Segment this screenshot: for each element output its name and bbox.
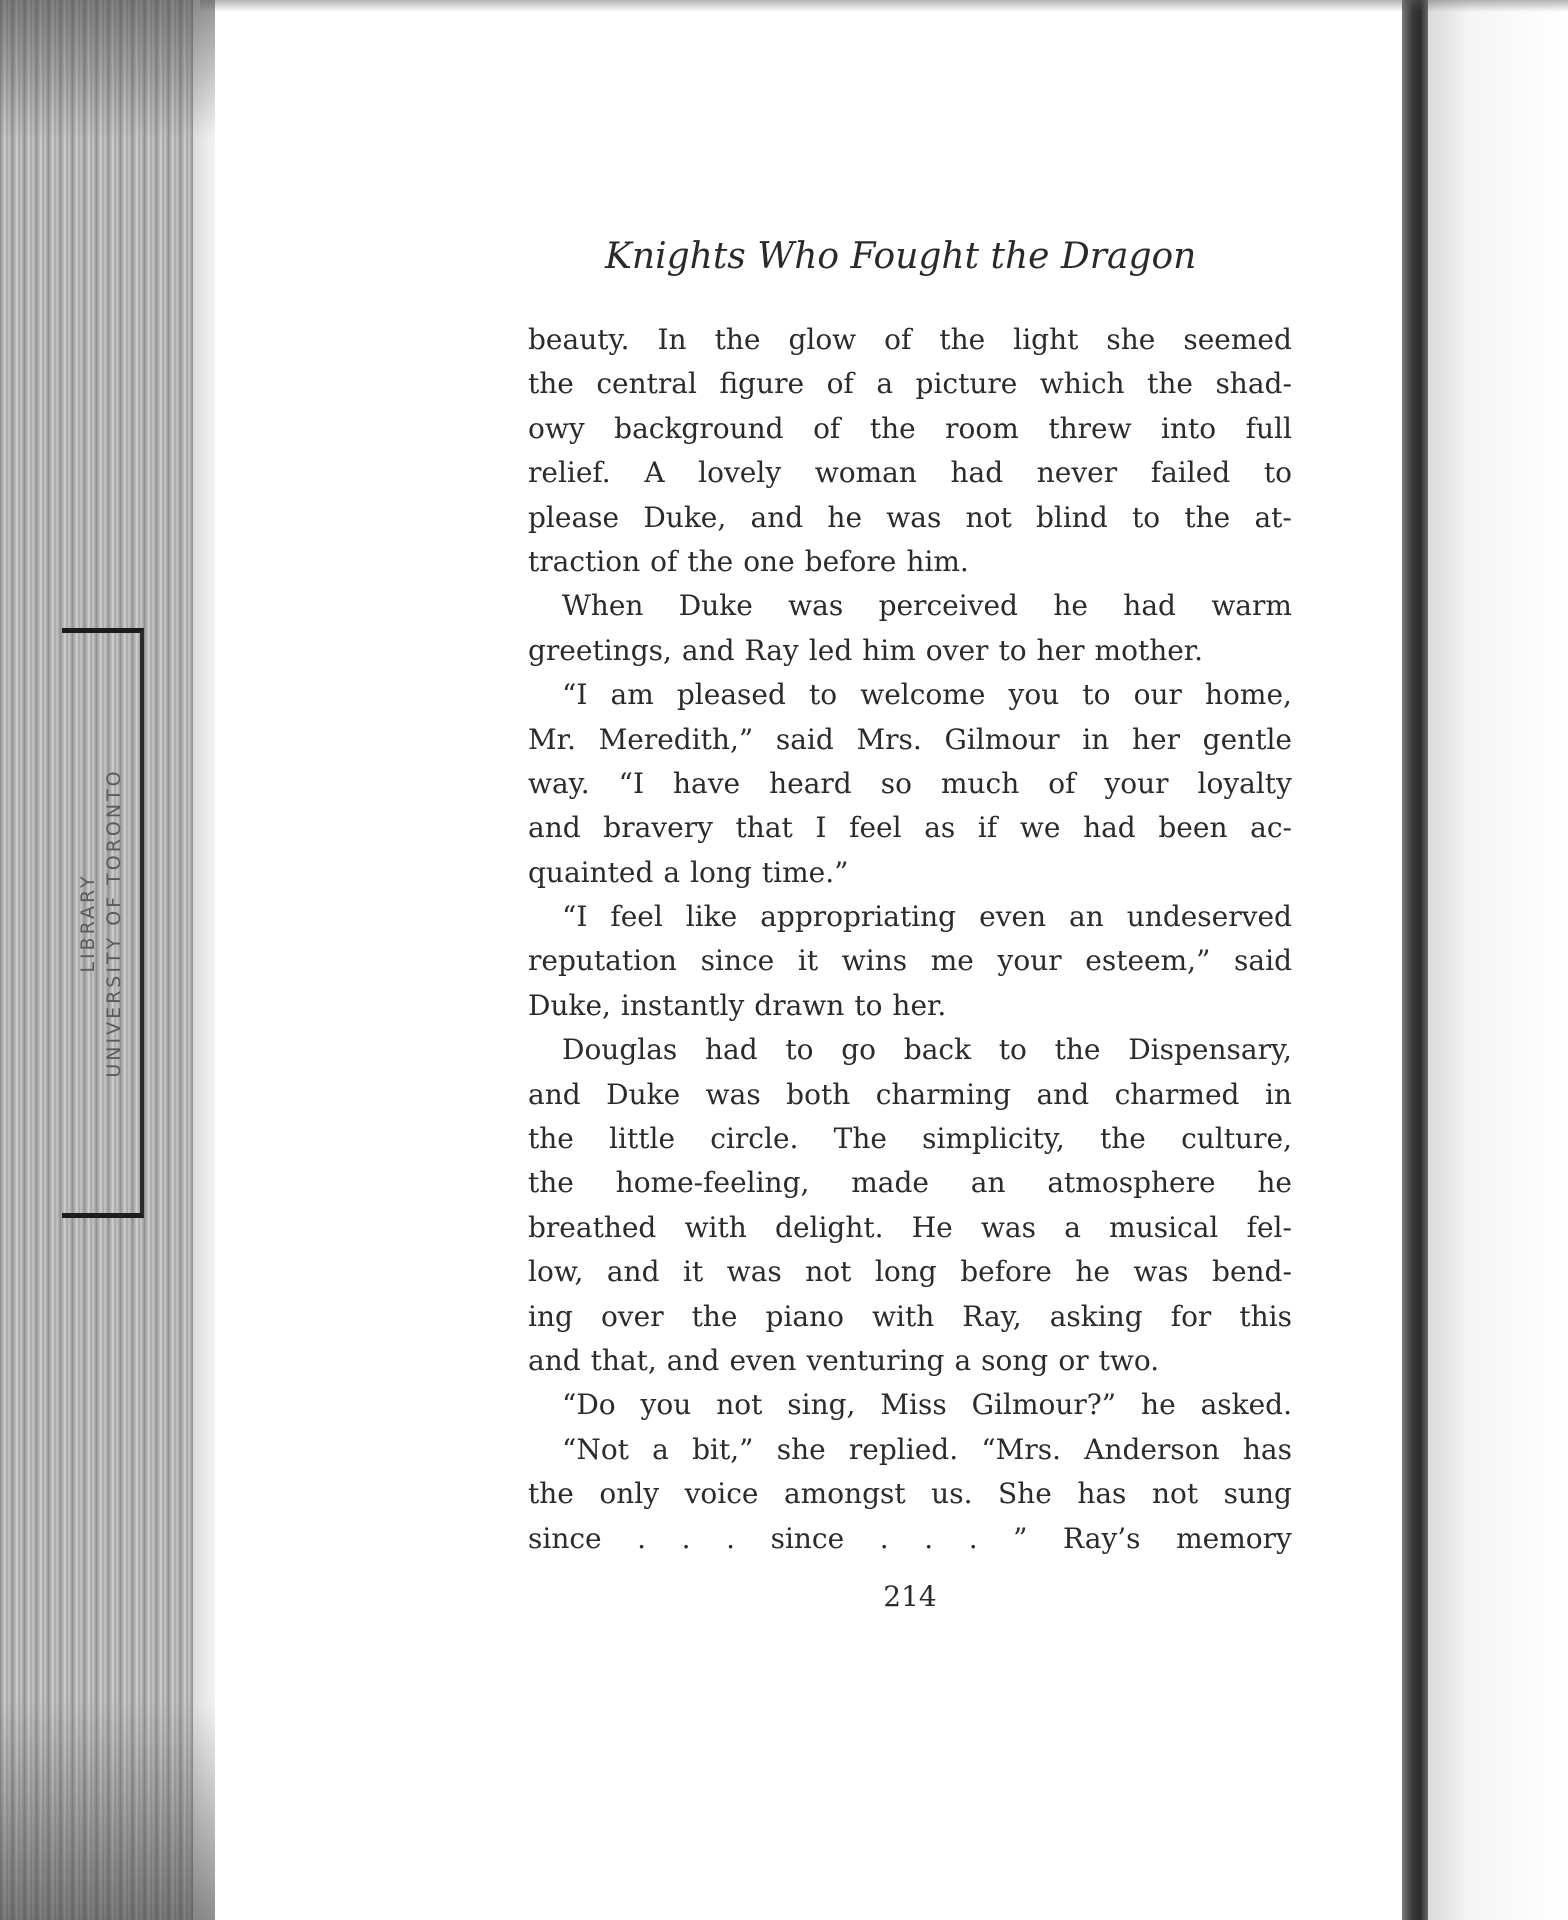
word: seemed [1183,323,1292,356]
word: your [997,944,1062,978]
word: a [1064,1210,1081,1244]
word: am [610,678,654,712]
word: he [1053,589,1088,623]
word: atmosphere [1047,1166,1216,1200]
word: was [1133,1255,1189,1289]
text-line [528,762,1292,806]
word: was [705,1077,761,1111]
word: Gilmour [944,722,1060,756]
word: to [1263,456,1292,490]
word: one [743,544,795,578]
word: into [1161,411,1217,445]
text-line [528,540,1292,584]
word: if [977,811,998,845]
word: instantly [620,988,745,1022]
word: a [876,367,894,401]
word: to [1082,678,1111,712]
word: said [1234,944,1292,978]
word: you [1008,678,1060,712]
word: the [714,323,761,356]
word: her. [892,988,947,1022]
word: “Do [562,1388,616,1422]
word: two. [1098,1343,1160,1377]
word: that, [590,1343,657,1377]
word: beauty. [528,323,630,356]
word: appropriating [760,900,957,934]
word: so [880,766,912,800]
text-line [528,1206,1292,1250]
word: over [925,633,989,667]
stamp-line: UNIVERSITY OF TORONTO [103,768,125,1078]
word: figure [719,367,805,401]
word: he [827,500,863,534]
word: . [726,1521,736,1555]
word: the [1054,1033,1101,1067]
word: In [657,323,687,356]
word: had [705,1033,758,1067]
word: full [1245,411,1292,445]
word: not [965,500,1012,534]
word: Gilmour?” [971,1388,1117,1422]
word: memory [1176,1521,1292,1555]
word: she [1106,323,1156,356]
word: sung [1223,1477,1292,1511]
word: long [874,1255,937,1289]
text-line [528,806,1292,850]
word: the [687,544,734,578]
word: “I [562,900,588,934]
word: little [609,1122,676,1156]
stamp-line: LIBRARY [77,873,99,973]
word: Duke [606,1077,681,1111]
word: mother. [1094,633,1204,667]
word: never [1036,456,1118,490]
word: Douglas [562,1033,678,1067]
word: and [681,633,735,667]
word: home-feeling, [615,1166,810,1200]
word: feel [849,811,902,845]
word: esteem,” [1085,944,1211,978]
text-line [528,318,1292,362]
text-line [528,629,1292,673]
word: the [1100,1122,1146,1156]
word: since [700,944,775,978]
word: loyalty [1197,766,1292,800]
word: home, [1205,678,1292,712]
word: Ray’s [1063,1521,1141,1555]
word: Ray, [962,1299,1022,1333]
word: bravery [603,811,713,845]
word: the [869,411,916,445]
text-line [528,584,1292,628]
word: I [815,811,827,845]
word: had [950,456,1004,490]
word: blind [1035,500,1108,534]
word: and [750,500,804,534]
word: musical [1109,1210,1219,1244]
word: Duke [678,589,753,623]
word: the [528,1122,574,1156]
word: drawn [754,988,845,1022]
word: the [528,1477,574,1511]
text-line [528,718,1292,762]
next-page-edge [1428,0,1568,1920]
word: he [1257,1166,1292,1200]
word: asked. [1200,1388,1292,1422]
word: had [1123,589,1176,623]
word: heard [769,766,852,800]
word: since [770,1521,845,1555]
running-head: Knights Who Fought the Dragon [605,236,1197,277]
word: culture, [1181,1122,1292,1156]
word: and [528,1343,581,1377]
word: She [998,1477,1052,1511]
word: Duke, [643,500,727,534]
word: your [1104,766,1169,800]
book-binding [1402,0,1428,1920]
word: ” [1013,1521,1028,1555]
word: He [911,1210,953,1244]
text-line [528,939,1292,983]
word: said [775,722,834,756]
text-line [528,1295,1292,1339]
word: central [596,367,697,401]
word: the [939,323,986,356]
word: Mr. [528,722,576,756]
word: or [1058,1343,1089,1377]
text-line [528,895,1292,939]
word: lovely [698,456,782,490]
word: to [998,633,1027,667]
word: only [599,1477,660,1511]
word: her [1131,722,1180,756]
word: Duke, [528,988,611,1022]
word: “I [562,678,588,712]
page-number: 214 [883,1580,937,1613]
text-line [528,1472,1292,1516]
word: and [606,1255,660,1289]
word: ac- [1250,811,1292,845]
word: was [726,1255,782,1289]
text-line [528,1028,1292,1072]
word: the [1184,500,1231,534]
word: . [879,1521,889,1555]
word: a [954,1343,972,1377]
word: ing [528,1299,573,1333]
word: replied. [848,1432,959,1466]
word: the [528,367,574,401]
word: feel [610,900,663,934]
word: before [804,544,897,578]
library-stamp [62,628,144,1218]
word: for [1170,1299,1212,1333]
word: “I [618,766,645,800]
word: to [809,678,838,712]
word: “Mrs. [981,1432,1061,1466]
word: he [1141,1388,1176,1422]
word: way. [528,766,590,800]
word: been [1158,811,1228,845]
word: not [1151,1477,1199,1511]
word: the [1147,367,1193,401]
word: to [1132,500,1161,534]
edge-shadow [0,1700,215,1920]
word: long [690,855,752,889]
text-line [528,451,1292,495]
word: light [1013,323,1079,356]
word: Miss [880,1388,947,1422]
word: since [528,1521,602,1555]
text-line [528,496,1292,540]
word: quainted [528,855,654,889]
word: which [1039,367,1125,401]
word: The [833,1122,887,1156]
word: with [684,1210,747,1244]
word: was [886,500,942,534]
word: both [786,1077,851,1111]
word: picture [915,367,1018,401]
text-line [528,1428,1292,1472]
text-line [528,851,1292,895]
word: even [729,1343,797,1377]
word: background [614,411,784,445]
word: Ray [744,633,799,667]
word: to [854,988,883,1022]
word: led [808,633,853,667]
word: breathed [528,1210,657,1244]
word: to [998,1033,1027,1067]
word: like [685,900,738,934]
body-text [528,318,1292,1561]
word: . [924,1521,934,1555]
word: made [851,1166,929,1200]
word: circle. [710,1122,799,1156]
word: and [528,811,581,845]
word: much [940,766,1020,800]
word: wins [841,944,908,978]
word: to [785,1033,814,1067]
word: When [562,589,644,623]
word: fel- [1246,1210,1292,1244]
word: it [683,1255,704,1289]
text-line [528,362,1292,406]
word: piano [765,1299,844,1333]
word: glow [788,323,857,356]
word: room [945,411,1019,445]
word: time.” [761,855,849,889]
word: Anderson [1084,1432,1220,1466]
word: back [903,1033,972,1067]
word: . [968,1521,978,1555]
word: was [788,589,844,623]
word: her [1036,633,1085,667]
word: over [600,1299,664,1333]
word: before [960,1255,1052,1289]
word: in [1264,1077,1292,1111]
word: welcome [860,678,986,712]
word: charming [875,1077,1011,1111]
word: that [735,811,793,845]
word: the [528,1166,574,1200]
word: at- [1254,500,1292,534]
text-line [528,1339,1292,1383]
word: of [1048,766,1076,800]
word: “Not [562,1432,629,1466]
word: owy [528,411,585,445]
text-line [528,1117,1292,1161]
text-line [528,673,1292,717]
word: traction [528,544,641,578]
stamp-text [75,768,127,1077]
word: please [528,500,620,534]
word: as [924,811,956,845]
word: in [1082,722,1110,756]
text-line [528,984,1292,1028]
word: song [981,1343,1049,1377]
word: an [970,1166,1006,1200]
word: me [930,944,974,978]
word: of [650,544,678,578]
word: us. [931,1477,973,1511]
word: with [872,1299,935,1333]
word: delight. [775,1210,884,1244]
text-line [528,1517,1292,1561]
word: perceived [878,589,1018,623]
word: . [637,1521,647,1555]
word: and [1036,1077,1090,1111]
word: not [805,1255,852,1289]
word: has [1242,1432,1292,1466]
word: a [663,855,681,889]
word: greetings, [528,633,672,667]
book-page [215,0,1402,1920]
word: shad- [1215,367,1292,401]
text-line [528,1383,1292,1427]
word: sing, [787,1388,856,1422]
word: Mrs. [856,722,922,756]
word: reputation [528,944,677,978]
text-line [528,1161,1292,1205]
word: bend- [1212,1255,1292,1289]
word: undeserved [1126,900,1292,934]
word: voice [684,1477,759,1511]
word: warm [1211,589,1292,623]
word: you [640,1388,692,1422]
word: was [980,1210,1036,1244]
word: she [776,1432,826,1466]
word: has [1077,1477,1127,1511]
word: this [1239,1299,1292,1333]
word: the [691,1299,738,1333]
word: not [716,1388,763,1422]
word: he [1075,1255,1110,1289]
word: him [862,633,916,667]
text-line [528,1250,1292,1294]
word: pleased [676,678,786,712]
word: amongst [783,1477,906,1511]
word: of [884,323,912,356]
word: of [813,411,841,445]
word: and [666,1343,720,1377]
word: charmed [1114,1077,1240,1111]
word: had [1083,811,1136,845]
word: Meredith,” [598,722,754,756]
word: and [528,1077,581,1111]
text-line [528,1073,1292,1117]
word: threw [1048,411,1132,445]
word: our [1133,678,1182,712]
word: have [673,766,741,800]
word: bit,” [692,1432,754,1466]
word: simplicity, [922,1122,1065,1156]
word: . [681,1521,691,1555]
word: Dispensary, [1128,1033,1292,1067]
word: gentle [1202,722,1292,756]
word: him. [906,544,969,578]
word: asking [1049,1299,1143,1333]
text-line [528,407,1292,451]
word: even [979,900,1047,934]
word: venturing [806,1343,945,1377]
word: it [797,944,819,978]
word: relief. [528,456,611,490]
word: a [652,1432,669,1466]
word: low, [528,1255,584,1289]
word: go [841,1033,877,1067]
word: A [644,456,665,490]
word: woman [814,456,917,490]
word: of [826,367,854,401]
word: an [1069,900,1104,934]
word: we [1019,811,1061,845]
edge-shadow [0,0,215,140]
word: failed [1150,456,1231,490]
